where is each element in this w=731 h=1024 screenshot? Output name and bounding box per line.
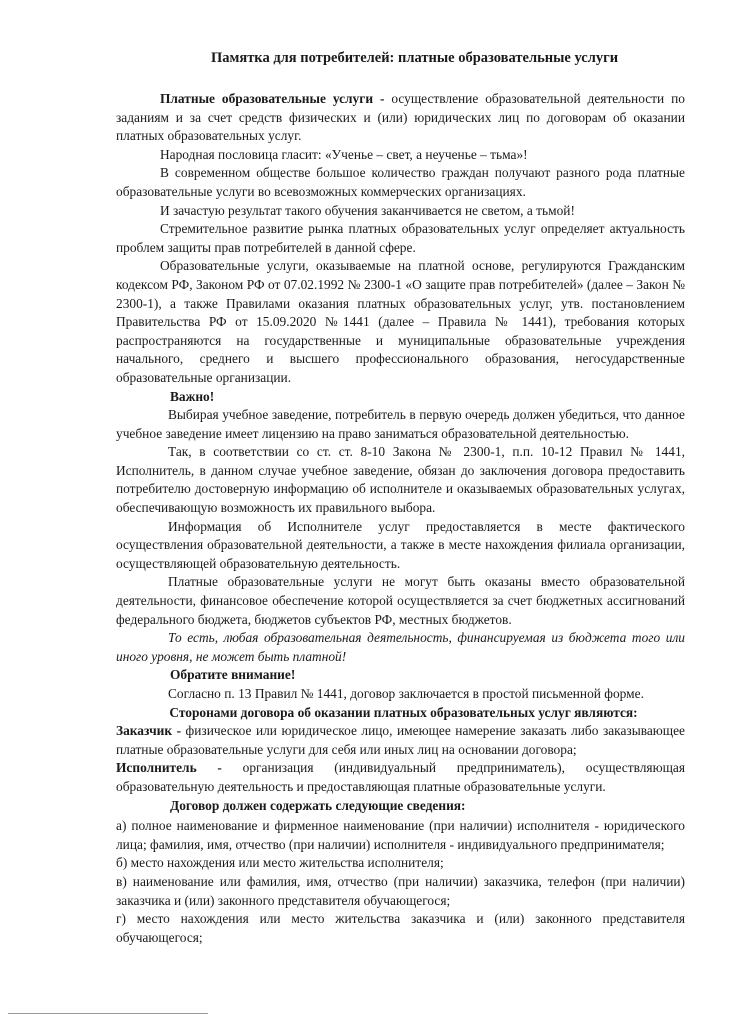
customer-term: Заказчик - (116, 723, 182, 739)
customer-definition (116, 722, 685, 759)
attention-heading: Обратите внимание! (170, 667, 296, 683)
customer-text: физическое или юридическое лицо, имеющее намерение заказать либо заказывающее платные образовательные услуги для себя или иных лиц на основании договора; (116, 723, 685, 757)
paragraph-market: Стремительное развитие рынка платных образовательных услуг определяет актуальность проблем защиты прав потребителей в данной сфере. (116, 221, 685, 255)
important-heading: Важно! (170, 388, 215, 404)
proverb-paragraph: Народная пословица гласит: «Ученье – свет, а неученье – тьма»! (160, 146, 528, 162)
paragraph-regulation: Образовательные услуги, оказываемые на платной основе, регулируются Гражданским кодексом РФ, Законом РФ от 07.02.1992 № 2300-1 «О защите прав потребителей» (далее – Закон № 2300-1), а также Правилами оказания платных образовательных услуг, утв. постановлением Правительства РФ от 15.09.2020 №1441 (далее – Правила № 1441), требования которых распространяются на государственные и муниципальные образовательные учреждения начального, среднего и высшего профессионального образования, негосударственные образовательные организации. (116, 258, 685, 385)
definition-term: Платные образовательные услуги - (160, 91, 385, 106)
paragraph-budget: Платные образовательные услуги не могут быть оказаны вместо образовательной деятельности, финансовое обеспечение которой осуществляется за счет бюджетных ассигнований федерального бюджета, бюджетов субъектов РФ, местных бюджетов. (116, 574, 685, 627)
list-item: г) место нахождения или место жительства заказчика и (или) законного представителя обучающегося; (116, 911, 685, 945)
paragraph-license: Выбирая учебное заведение, потребитель в первую очередь должен убедиться, что данное учебное заведение имеет лицензию на право заниматься образовательной деятельностью. (116, 407, 685, 441)
list-item: в) наименование или фамилия, имя, отчество (при наличии) заказчика, телефон (при наличии) заказчика и (или) законного представителя обучающегося; (116, 873, 685, 908)
paragraph-written-form: Согласно п. 13 Правил № 1441, договор заключается в простой письменной форме. (168, 686, 644, 701)
definition-text: осуществление образовательной деятельности по заданиям и за счет средств физических и (или) юридических лиц по договорам об оказании платных образовательных услуг. (116, 91, 685, 144)
paragraph-budget-note: То есть, любая образовательная деятельность, финансируемая из бюджета того или иного уровня, не может быть платной! (116, 630, 685, 664)
parties-heading: Сторонами договора об оказании платных образовательных услуг являются: (169, 704, 638, 720)
contractor-term: Исполнитель - (116, 760, 222, 776)
scan-artifact-line (8, 1013, 208, 1014)
list-item: б) место нахождения или место жительства исполнителя; (116, 855, 444, 871)
contractor-text: организация (индивидуальный предприниматель), осуществляющая образовательную деятельность и предоставляющая платные образовательные услуги. (116, 760, 685, 794)
document-title: Памятка для потребителей: платные образовательные услуги (210, 50, 619, 66)
contractor-definition (116, 759, 685, 796)
paragraph-information-duty: Так, в соответствии со ст. ст. 8-10 Закона № 2300-1, п.п. 10-12 Правил № 1441, Исполнитель, в данном случае учебное заведение, обязан до заключения договора предоставить потребителю достоверную информацию об исполнителе и оказываемых образовательных услугах, обеспечивающую возможность их правильного выбора. (116, 444, 685, 516)
paragraph-result: И зачастую результат такого обучения заканчивается не светом, а тьмой! (160, 202, 575, 218)
list-item: а) полное наименование и фирменное наименование (при наличии) исполнителя - юридического лица; фамилия, имя, отчество (при наличии) исполнителя - индивидуального предпринимателя; (116, 818, 685, 852)
definition-paragraph (116, 90, 685, 146)
paragraph-society: В современном обществе большое количество граждан получают разного рода платные образовательные услуги во всевозможных коммерческих организациях. (116, 165, 685, 199)
document-body (116, 49, 685, 947)
paragraph-information-place: Информация об Исполнителе услуг предоставляется в месте фактического осуществления образовательной деятельности, а также в месте нахождения филиала организации, осуществляющей образовательную деятельность. (116, 518, 685, 571)
contract-heading: Договор должен содержать следующие сведения: (170, 797, 466, 813)
